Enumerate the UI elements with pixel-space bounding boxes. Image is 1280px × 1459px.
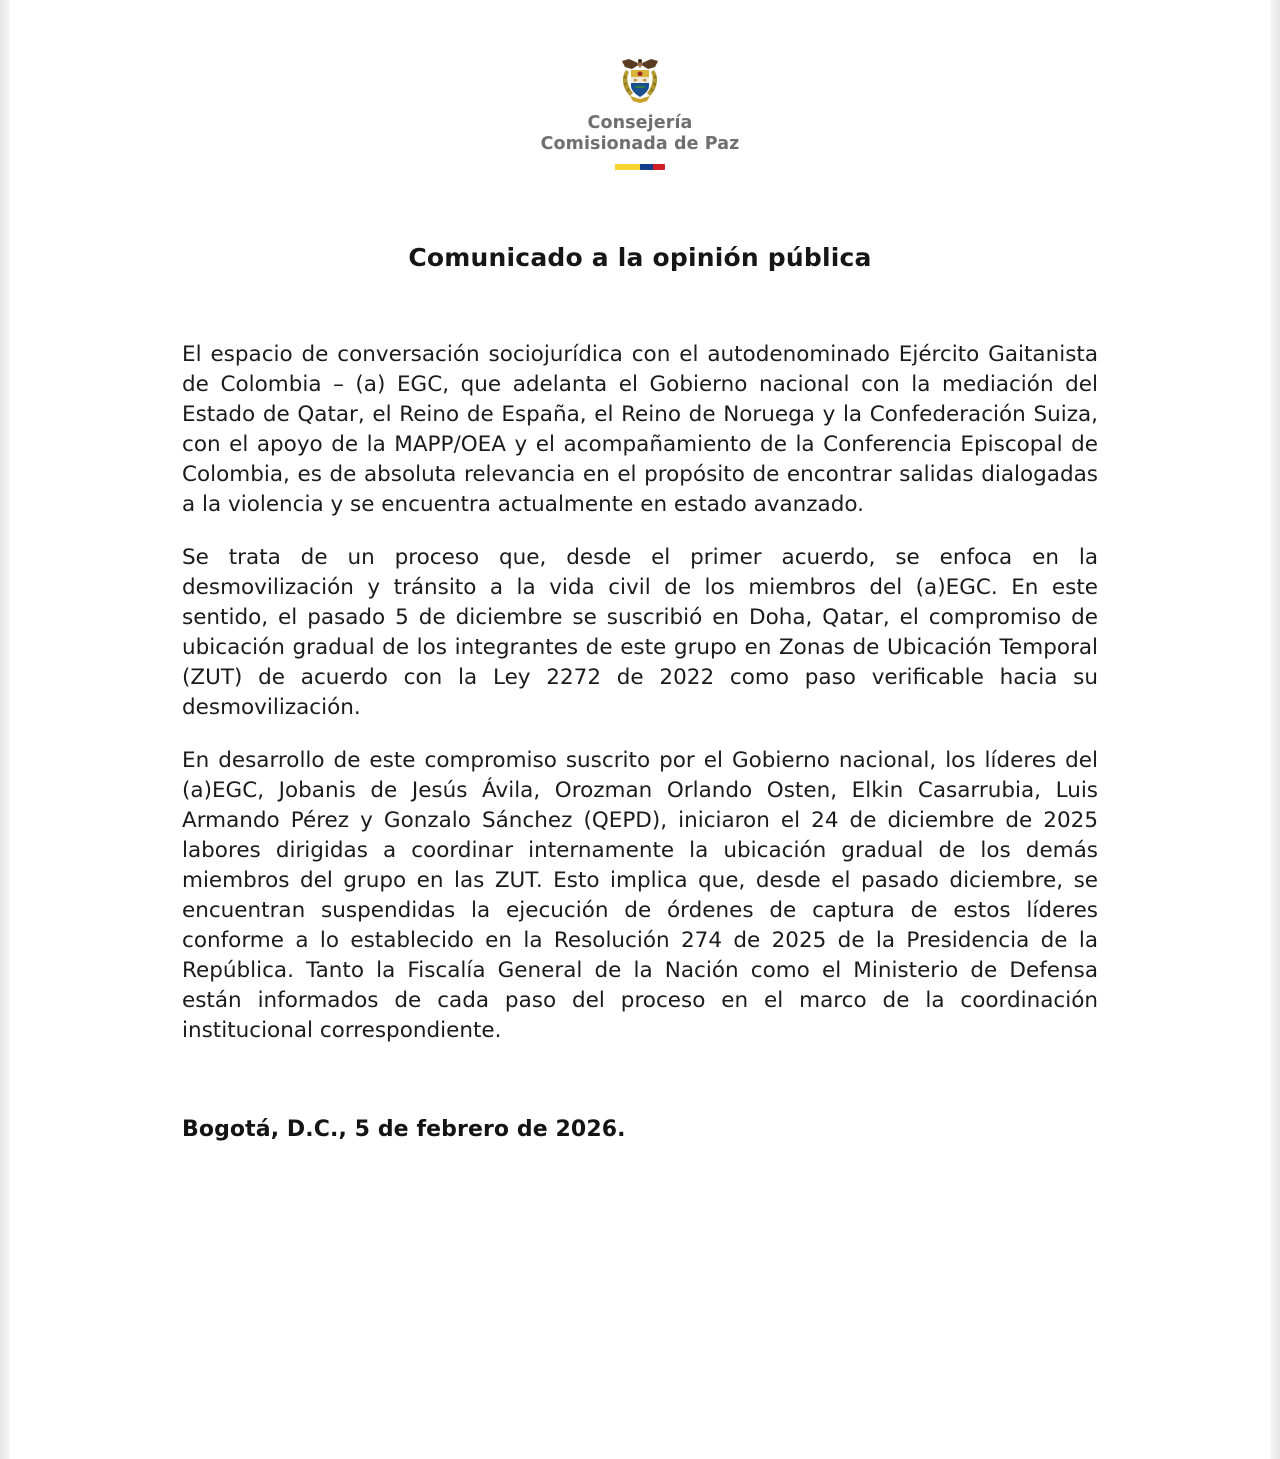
colombia-flag-bar [615, 164, 665, 170]
paragraph-1: El espacio de conversación sociojurídica con el autodenominado Ejército Gaitanista de Colombia – (a) EGC, que adelanta el Gobierno nacional con la mediación del Estado de Qatar, el Reino de España, el Reino de Noruega y la Confederación Suiza, con el apoyo de la MAPP/OEA y el acompañamiento de la Conferencia Episcopal de Colombia, es de absoluta relevancia en el propósito de encontrar salidas dialogadas a la violencia y se encuentra actualmente en estado avanzado. [182, 342, 1098, 517]
organization-name-line1: Consejería [587, 113, 693, 133]
letterhead [0, 55, 1280, 170]
paragraph-2: Se trata de un proceso que, desde el primer acuerdo, se enfoca en la desmovilización y tránsito a la vida civil de los miembros del (a)EGC. En este sentido, el pasado 5 de diciembre se suscribió en Doha, Qatar, el compromiso de ubicación gradual de los integrantes de este grupo en Zonas de Ubicación Temporal (ZUT) de acuerdo con la Ley 2272 de 2022 como paso verificable hacia su desmovilización. [182, 545, 1098, 720]
paragraph-3: En desarrollo de este compromiso suscrito por el Gobierno nacional, los líderes del (a)EGC, Jobanis de Jesús Ávila, Orozman Orlando Osten, Elkin Casarrubia, Luis Armando Pérez y Gonzalo Sánchez (QEPD), iniciaron el 24 de diciembre de 2025 labores dirigidas a coordinar internamente la ubicación gradual de los demás miembros del grupo en las ZUT. Esto implica que, desde el pasado diciembre, se encuentran suspendidas la ejecución de órdenes de captura de estos líderes conforme a lo establecido en la Resolución 274 de 2025 de la Presidencia de la República. Tanto la Fiscalía General de la Nación como el Ministerio de Defensa están informados de cada paso del proceso en el marco de la coordinación institucional correspondiente. [182, 748, 1098, 1043]
organization-name [541, 113, 740, 155]
page-edge-left [0, 0, 10, 1459]
flag-stripe-yellow [615, 164, 640, 170]
page-edge-right [1270, 0, 1280, 1459]
page-title: Comunicado a la opinión pública [408, 243, 872, 272]
flag-stripe-blue [640, 164, 653, 170]
document-body [182, 340, 1098, 1069]
flag-stripe-red [653, 164, 666, 170]
dateline: Bogotá, D.C., 5 de febrero de 2026. [182, 1117, 626, 1142]
organization-name-line2: Comisionada de Paz [540, 134, 740, 154]
colombia-coat-of-arms-icon [617, 55, 663, 105]
